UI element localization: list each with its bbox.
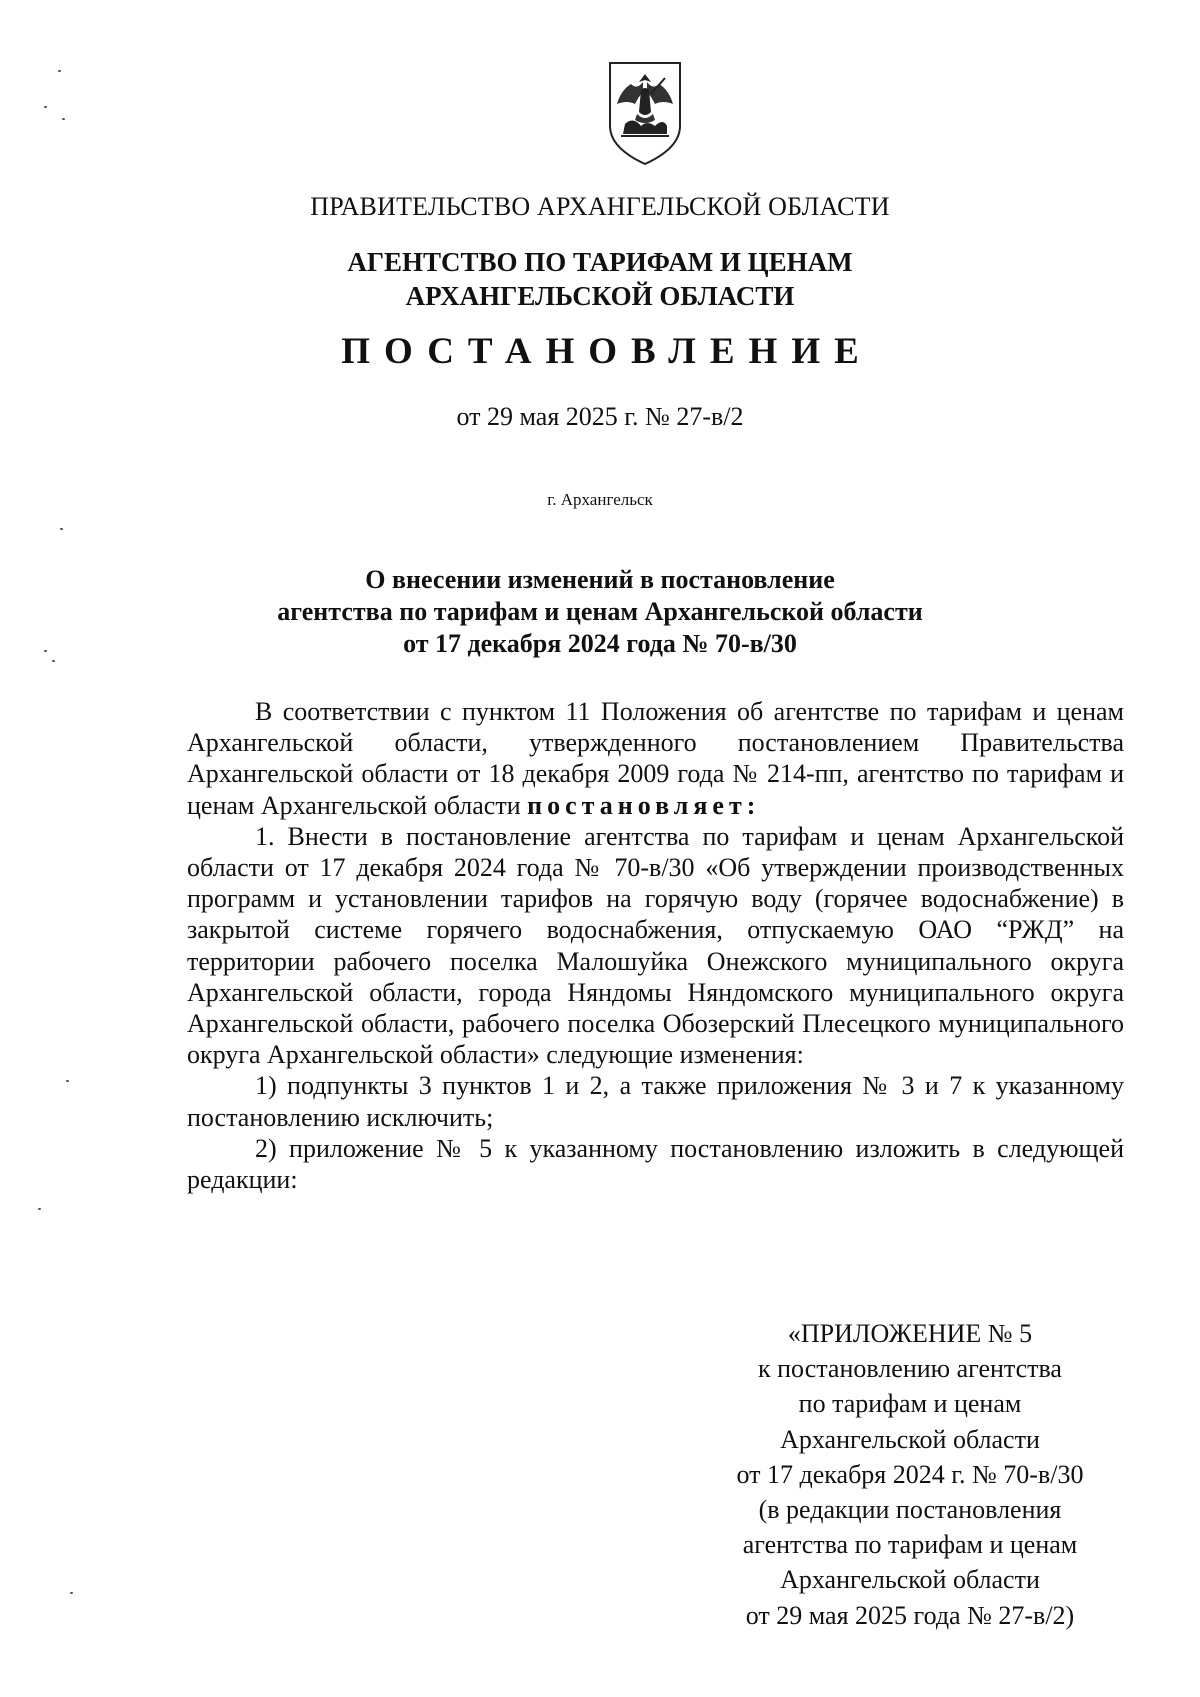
agency-name-line-2: АРХАНГЕЛЬСКОЙ ОБЛАСТИ bbox=[405, 281, 795, 311]
item-1-paragraph: 1. Внести в постановление агентства по тарифам и ценам Архангельской области от 17 декабря 2024 года № 70-в/30 «Об утверждении производственных программ и установлении тарифов на горячую воду (горячее водоснабжение) в закрытой системе горячего водоснабжения, отпускаемую ОАО “РЖД” на территории рабочего поселка Малошуйка Онежского муниципального округа Архангельской области, города Няндомы Няндомского муниципального округа Архангельской области, рабочего поселка Обозерский Плесецкого муниципального округа Архангельской области» следующие изменения: bbox=[187, 821, 1124, 1070]
appendix-header bbox=[700, 1316, 1120, 1633]
agency-name bbox=[0, 245, 1200, 313]
subitem-2-paragraph: 2) приложение № 5 к указанному постановлению изложить в следующей редакции: bbox=[187, 1133, 1124, 1195]
coat-of-arms-emblem bbox=[607, 60, 683, 166]
subitem-1-paragraph: 1) подпункты 3 пунктов 1 и 2, а также приложения № 3 и 7 к указанному постановлению исключить; bbox=[187, 1071, 1124, 1132]
government-name: ПРАВИТЕЛЬСТВО АРХАНГЕЛЬСКОЙ ОБЛАСТИ bbox=[310, 192, 890, 221]
appendix-line: агентства по тарифам и ценам bbox=[742, 1530, 1078, 1560]
appendix-line: к постановлению агентства bbox=[758, 1354, 1062, 1384]
preamble-text: В соответствии с пунктом 11 Положения об агентстве по тарифам и ценам Архангельской области, утвержденного постановлением Правительства Архангельской области от 18 декабря 2009 года № 214-пп, агентство по тарифам и ценам Архангельской области bbox=[187, 697, 1124, 820]
subject-line-1: О внесении изменений в постановление bbox=[365, 565, 835, 594]
appendix-line: (в редакции постановления bbox=[758, 1495, 1062, 1525]
appendix-line: Архангельской области bbox=[780, 1424, 1040, 1454]
appendix-line: от 17 декабря 2024 г. № 70-в/30 bbox=[736, 1459, 1084, 1489]
document-subject bbox=[0, 564, 1200, 660]
appendix-line: по тарифам и ценам bbox=[798, 1389, 1022, 1419]
appendix-line: от 29 мая 2025 года № 27-в/2) bbox=[745, 1600, 1075, 1630]
preamble-paragraph bbox=[187, 696, 1124, 821]
document-body bbox=[187, 696, 1124, 1195]
subject-line-3: от 17 декабря 2024 года № 70-в/30 bbox=[403, 629, 797, 658]
document-type-heading: ПОСТАНОВЛЕНИЕ bbox=[341, 331, 873, 372]
document-city: г. Архангельск bbox=[547, 490, 653, 509]
document-date-number: от 29 мая 2025 г. № 27-в/2 bbox=[456, 402, 744, 431]
appendix-line: Архангельской области bbox=[780, 1565, 1040, 1595]
resolves-keyword: постановляет: bbox=[527, 790, 761, 820]
appendix-line: «ПРИЛОЖЕНИЕ № 5 bbox=[787, 1319, 1033, 1348]
agency-name-line-1: АГЕНТСТВО ПО ТАРИФАМ И ЦЕНАМ bbox=[347, 247, 853, 277]
subject-line-2: агентства по тарифам и ценам Архангельской области bbox=[277, 597, 923, 626]
